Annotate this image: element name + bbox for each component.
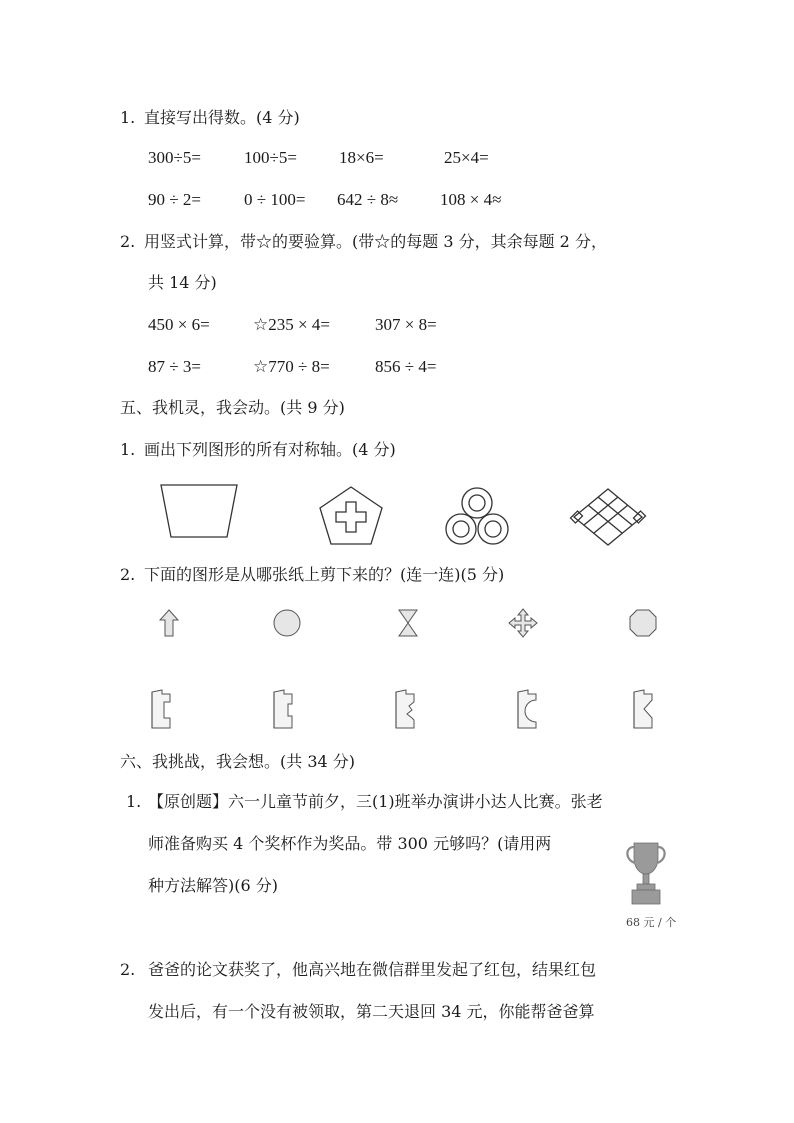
trophy-price-caption: 68 元 / 个: [626, 916, 677, 929]
q2-expr: ☆235 × 4=: [253, 315, 330, 334]
q2-expr: 450 × 6=: [148, 315, 210, 334]
s6-q1-line3: 种方法解答)(6 分): [148, 876, 278, 895]
s5-q2-text: 下面的图形是从哪张纸上剪下来的？(连一连)(5 分): [144, 565, 505, 584]
q2-expr: 87 ÷ 3=: [148, 357, 201, 376]
three-rings-shape: [444, 486, 510, 546]
octagon-shape[interactable]: [628, 608, 658, 638]
q2-expr: 307 × 8=: [375, 315, 437, 334]
q1-expr: 100÷5=: [244, 148, 297, 167]
q1-number: 1.: [120, 108, 136, 127]
q1-expr: 642 ÷ 8≈: [337, 190, 399, 209]
s5-q1-number: 1.: [120, 440, 136, 459]
section5-title: 五、我机灵，我会动。(共 9 分): [120, 398, 345, 417]
folded-paper-1[interactable]: [148, 688, 178, 730]
s6-q2-line2: 发出后，有一个没有被领取，第二天退回 34 元，你能帮爸爸算: [148, 1002, 595, 1021]
q1-expr: 0 ÷ 100=: [244, 190, 306, 209]
q1-expr: 25×4=: [444, 148, 489, 167]
s6-q1-number: 1.: [126, 792, 142, 811]
q1-expr: 18×6=: [339, 148, 384, 167]
cross-arrows-shape[interactable]: [508, 608, 538, 638]
q1-expr: 300÷5=: [148, 148, 201, 167]
q2-expr: ☆770 ÷ 8=: [253, 357, 330, 376]
folded-paper-3[interactable]: [392, 688, 422, 730]
s6-q2-number: 2.: [120, 960, 136, 979]
pentagon-cross-shape: [318, 486, 384, 546]
folded-paper-2[interactable]: [270, 688, 300, 730]
folded-paper-5[interactable]: [630, 688, 660, 730]
trapezoid-shape: [160, 484, 240, 540]
s6-q2-line1: 爸爸的论文获奖了，他高兴地在微信群里发起了红包，结果红包: [148, 960, 597, 979]
q2-number: 2.: [120, 232, 136, 251]
q2-text-line1: 用竖式计算，带☆的要验算。(带☆的每题 3 分，其余每题 2 分，: [144, 232, 607, 251]
q2-expr: 856 ÷ 4=: [375, 357, 437, 376]
q1-expr: 108 × 4≈: [440, 190, 502, 209]
q1-expr: 90 ÷ 2=: [148, 190, 201, 209]
folded-paper-4[interactable]: [514, 688, 544, 730]
q2-text-line2: 共 14 分): [148, 273, 217, 292]
s5-q1-text: 画出下列图形的所有对称轴。(4 分): [144, 440, 396, 459]
s6-q1-line1: 【原创题】六一儿童节前夕，三(1)班举办演讲小达人比赛。张老: [148, 792, 603, 811]
circle-shape[interactable]: [272, 608, 302, 638]
s5-q2-number: 2.: [120, 565, 136, 584]
knot-lattice-shape: [572, 487, 644, 547]
trophy-icon: [622, 840, 670, 908]
s6-q1-line2: 师准备购买 4 个奖杯作为奖品。带 300 元够吗？(请用两: [148, 834, 552, 853]
q1-text: 直接写出得数。(4 分): [144, 108, 300, 127]
hourglass-shape[interactable]: [396, 608, 420, 638]
section6-title: 六、我挑战，我会想。(共 34 分): [120, 752, 356, 771]
arrow-up-shape[interactable]: [158, 608, 180, 638]
